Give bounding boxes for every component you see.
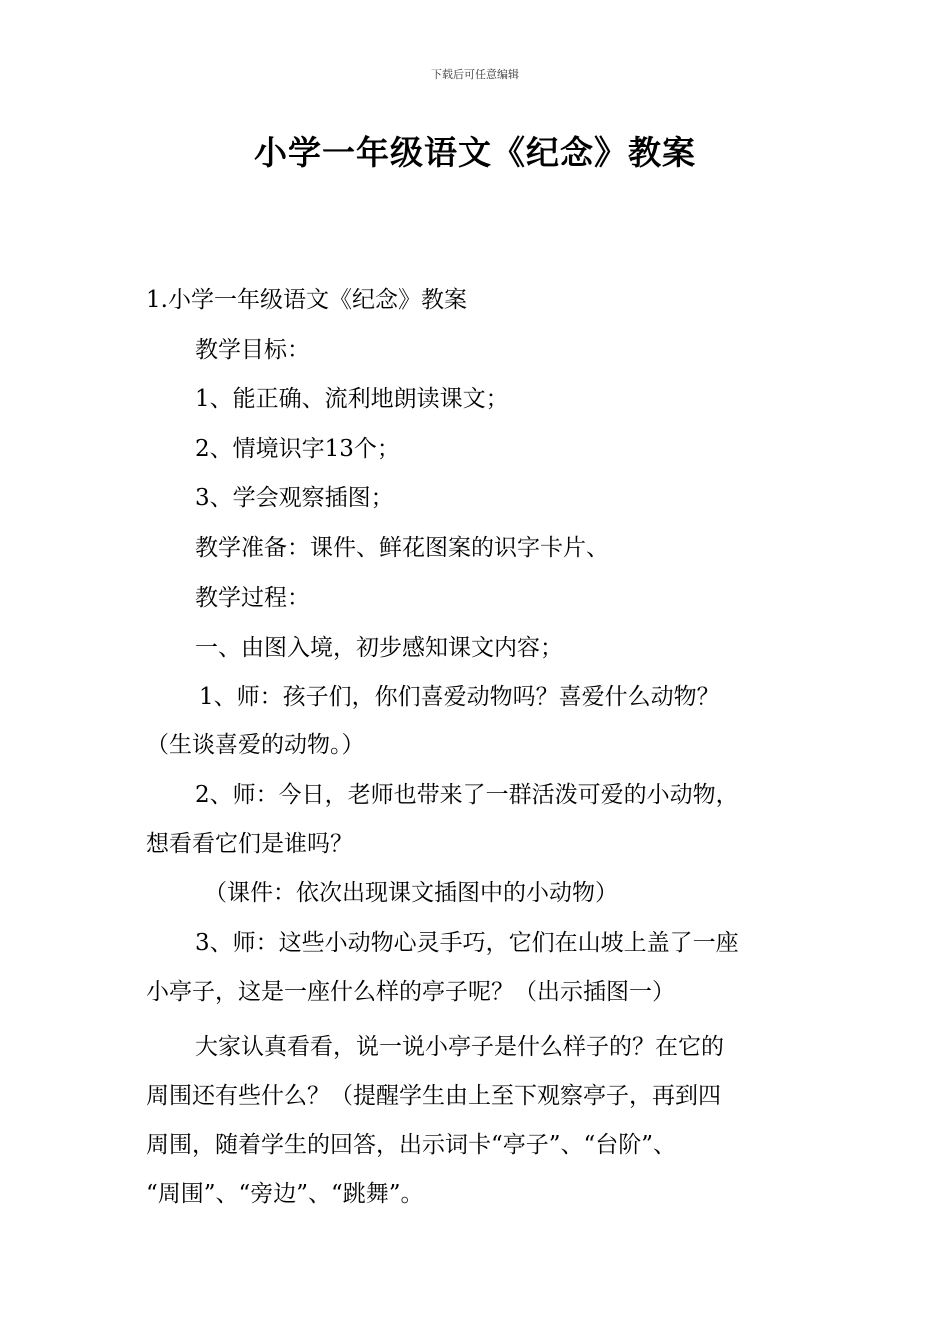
header-note: 下载后可任意编辑: [431, 68, 519, 81]
paragraph-line: 大家认真看看，说一说小亭子是什么样子的？在它的: [195, 1034, 724, 1060]
paragraph-line: 教学过程：: [195, 585, 310, 611]
document-title: 小学一年级语文《纪念》教案: [254, 133, 696, 172]
paragraph-line: （生谈喜爱的动物。）: [146, 732, 365, 758]
paragraph-line: 1、师：孩子们，你们喜爱动物吗？喜爱什么动物？: [199, 684, 720, 710]
paragraph-line: 2、情境识字13个；: [195, 436, 400, 462]
paragraph-line: 3、学会观察插图；: [195, 485, 394, 511]
paragraph-line: 教学目标：: [195, 337, 310, 363]
paragraph-line: 周围，随着学生的回答，出示词卡“亭子”、“台阶”、: [146, 1132, 677, 1158]
paragraph-line: “周围”、“旁边”、“跳舞”。: [146, 1181, 424, 1207]
paragraph-line: 小亭子，这是一座什么样的亭子呢？（出示插图一）: [146, 979, 675, 1005]
section-heading: 1.小学一年级语文《纪念》教案: [146, 287, 467, 313]
paragraph-line: 教学准备：课件、鲜花图案的识字卡片、: [195, 535, 609, 561]
paragraph-line: 3、师：这些小动物心灵手巧，它们在山坡上盖了一座: [195, 930, 739, 956]
paragraph-line: 1、能正确、流利地朗读课文；: [195, 386, 509, 412]
paragraph-line: 周围还有些什么？（提醒学生由上至下观察亭子，再到四: [146, 1083, 721, 1109]
paragraph-line: 2、师：今日，老师也带来了一群活泼可爱的小动物，: [195, 782, 739, 808]
paragraph-line: （课件：依次出现课文插图中的小动物）: [204, 880, 618, 906]
paragraph-line: 一、由图入境，初步感知课文内容；: [195, 635, 563, 661]
paragraph-line: 想看看它们是谁吗？: [146, 831, 353, 857]
